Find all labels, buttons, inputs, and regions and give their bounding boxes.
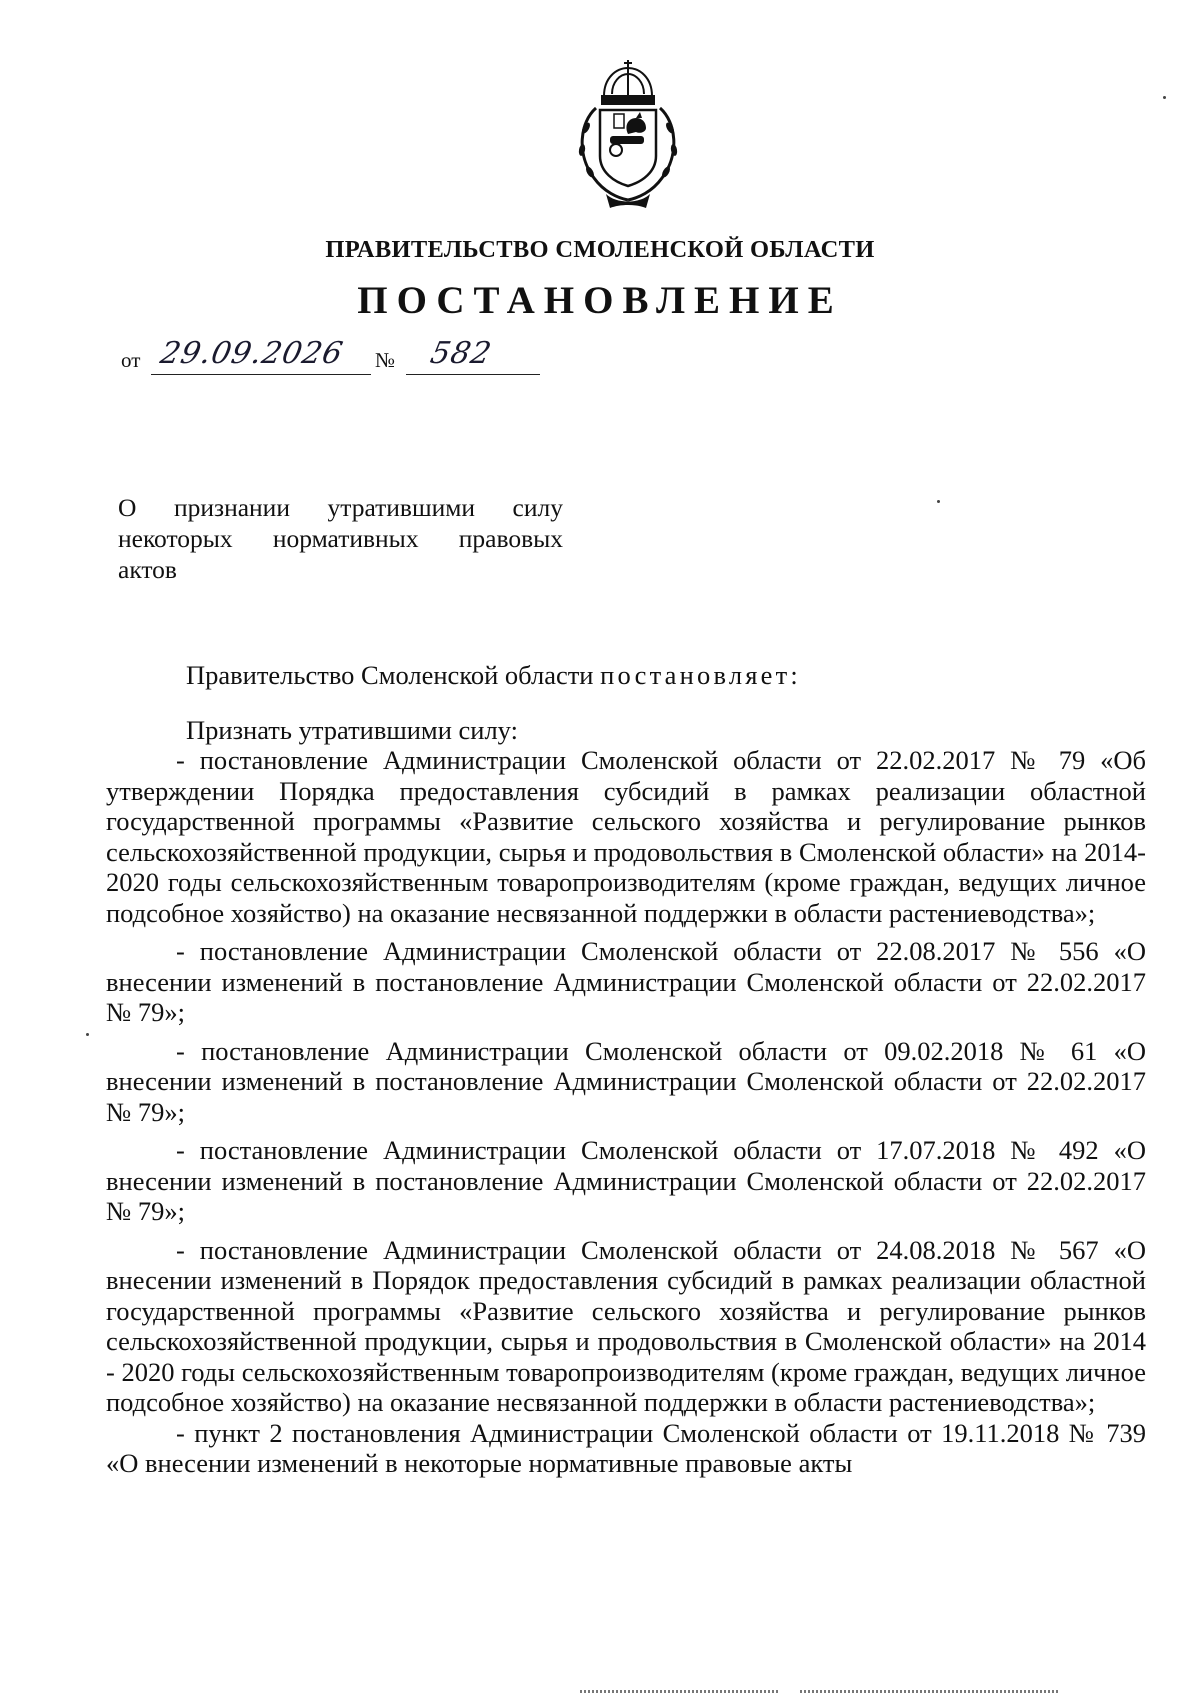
number-underline bbox=[406, 374, 540, 375]
list-item: - постановление Администрации Смоленской области от 22.02.2017 № 79 «Об утверждении Порядка предоставления субсидий в рамках реализации областной государственной программы «Развитие сельского хозяйства и регулирование рынков сельскохозяйственной продукции, сырья и продовольствия в Смоленской области» на 2014-2020 годы сельскохозяйственным товаропроизводителям (кроме граждан, ведущих личное подсобное хозяйство) на оказание несвязанной поддержки в области растениеводства»; bbox=[106, 745, 1146, 928]
list-item: - постановление Администрации Смоленской области от 22.08.2017 № 556 «О внесении изменений в постановление Администрации Смоленской области от 22.02.2017 № 79»; bbox=[106, 936, 1146, 1027]
scan-speck bbox=[1163, 96, 1166, 99]
date-number-line bbox=[121, 338, 551, 378]
date-underline bbox=[151, 374, 371, 375]
list-item: - постановление Администрации Смоленской области от 17.07.2018 № 492 «О внесении изменений в постановление Администрации Смоленской области от 22.02.2017 № 79»; bbox=[106, 1135, 1146, 1226]
document-type-title: ПОСТАНОВЛЕНИЕ bbox=[357, 279, 843, 322]
government-name: ПРАВИТЕЛЬСТВО СМОЛЕНСКОЙ ОБЛАСТИ bbox=[325, 236, 875, 263]
handwritten-date: 29.09.2026 bbox=[157, 336, 347, 371]
handwritten-number: 582 bbox=[427, 336, 495, 371]
number-label: № bbox=[375, 348, 396, 372]
scan-artifact bbox=[800, 1690, 1060, 1693]
smolensk-coat-of-arms-icon bbox=[566, 58, 690, 210]
scan-artifact bbox=[580, 1690, 780, 1693]
date-label: от bbox=[121, 348, 141, 372]
document-subject: О признании утратившими силу некоторых нормативных правовых актов bbox=[118, 493, 563, 584]
scan-speck bbox=[937, 500, 940, 503]
scan-speck bbox=[86, 1033, 89, 1036]
list-item: - постановление Администрации Смоленской области от 09.02.2018 № 61 «О внесении изменений в постановление Администрации Смоленской области от 22.02.2017 № 79»; bbox=[106, 1035, 1146, 1127]
list-item: - пункт 2 постановления Администрации Смоленской области от 19.11.2018 № 739 «О внесении изменений в некоторые нормативные правовые акты bbox=[106, 1417, 1146, 1478]
intro-paragraph bbox=[106, 660, 1146, 691]
intro-verb: постановляет: bbox=[600, 660, 801, 690]
intro-prefix: Правительство Смоленской области bbox=[186, 660, 594, 690]
list-item: - постановление Администрации Смоленской области от 24.08.2018 № 567 «О внесении изменений в Порядок предоставления субсидий в рамках реализации областной государственной программы «Развитие сельского хозяйства и регулирование рынков сельскохозяйственной продукции, сырья и продовольствия в Смоленской области» на 2014 - 2020 годы сельскохозяйственным товаропроизводителям (кроме граждан, ведущих личное подсобное хозяйство) на оказание несвязанной поддержки в области растениеводства»; bbox=[106, 1234, 1146, 1417]
lead-paragraph: Признать утратившими силу: bbox=[186, 714, 518, 745]
document-body bbox=[106, 660, 1146, 1479]
emblem-drawing bbox=[566, 58, 690, 210]
